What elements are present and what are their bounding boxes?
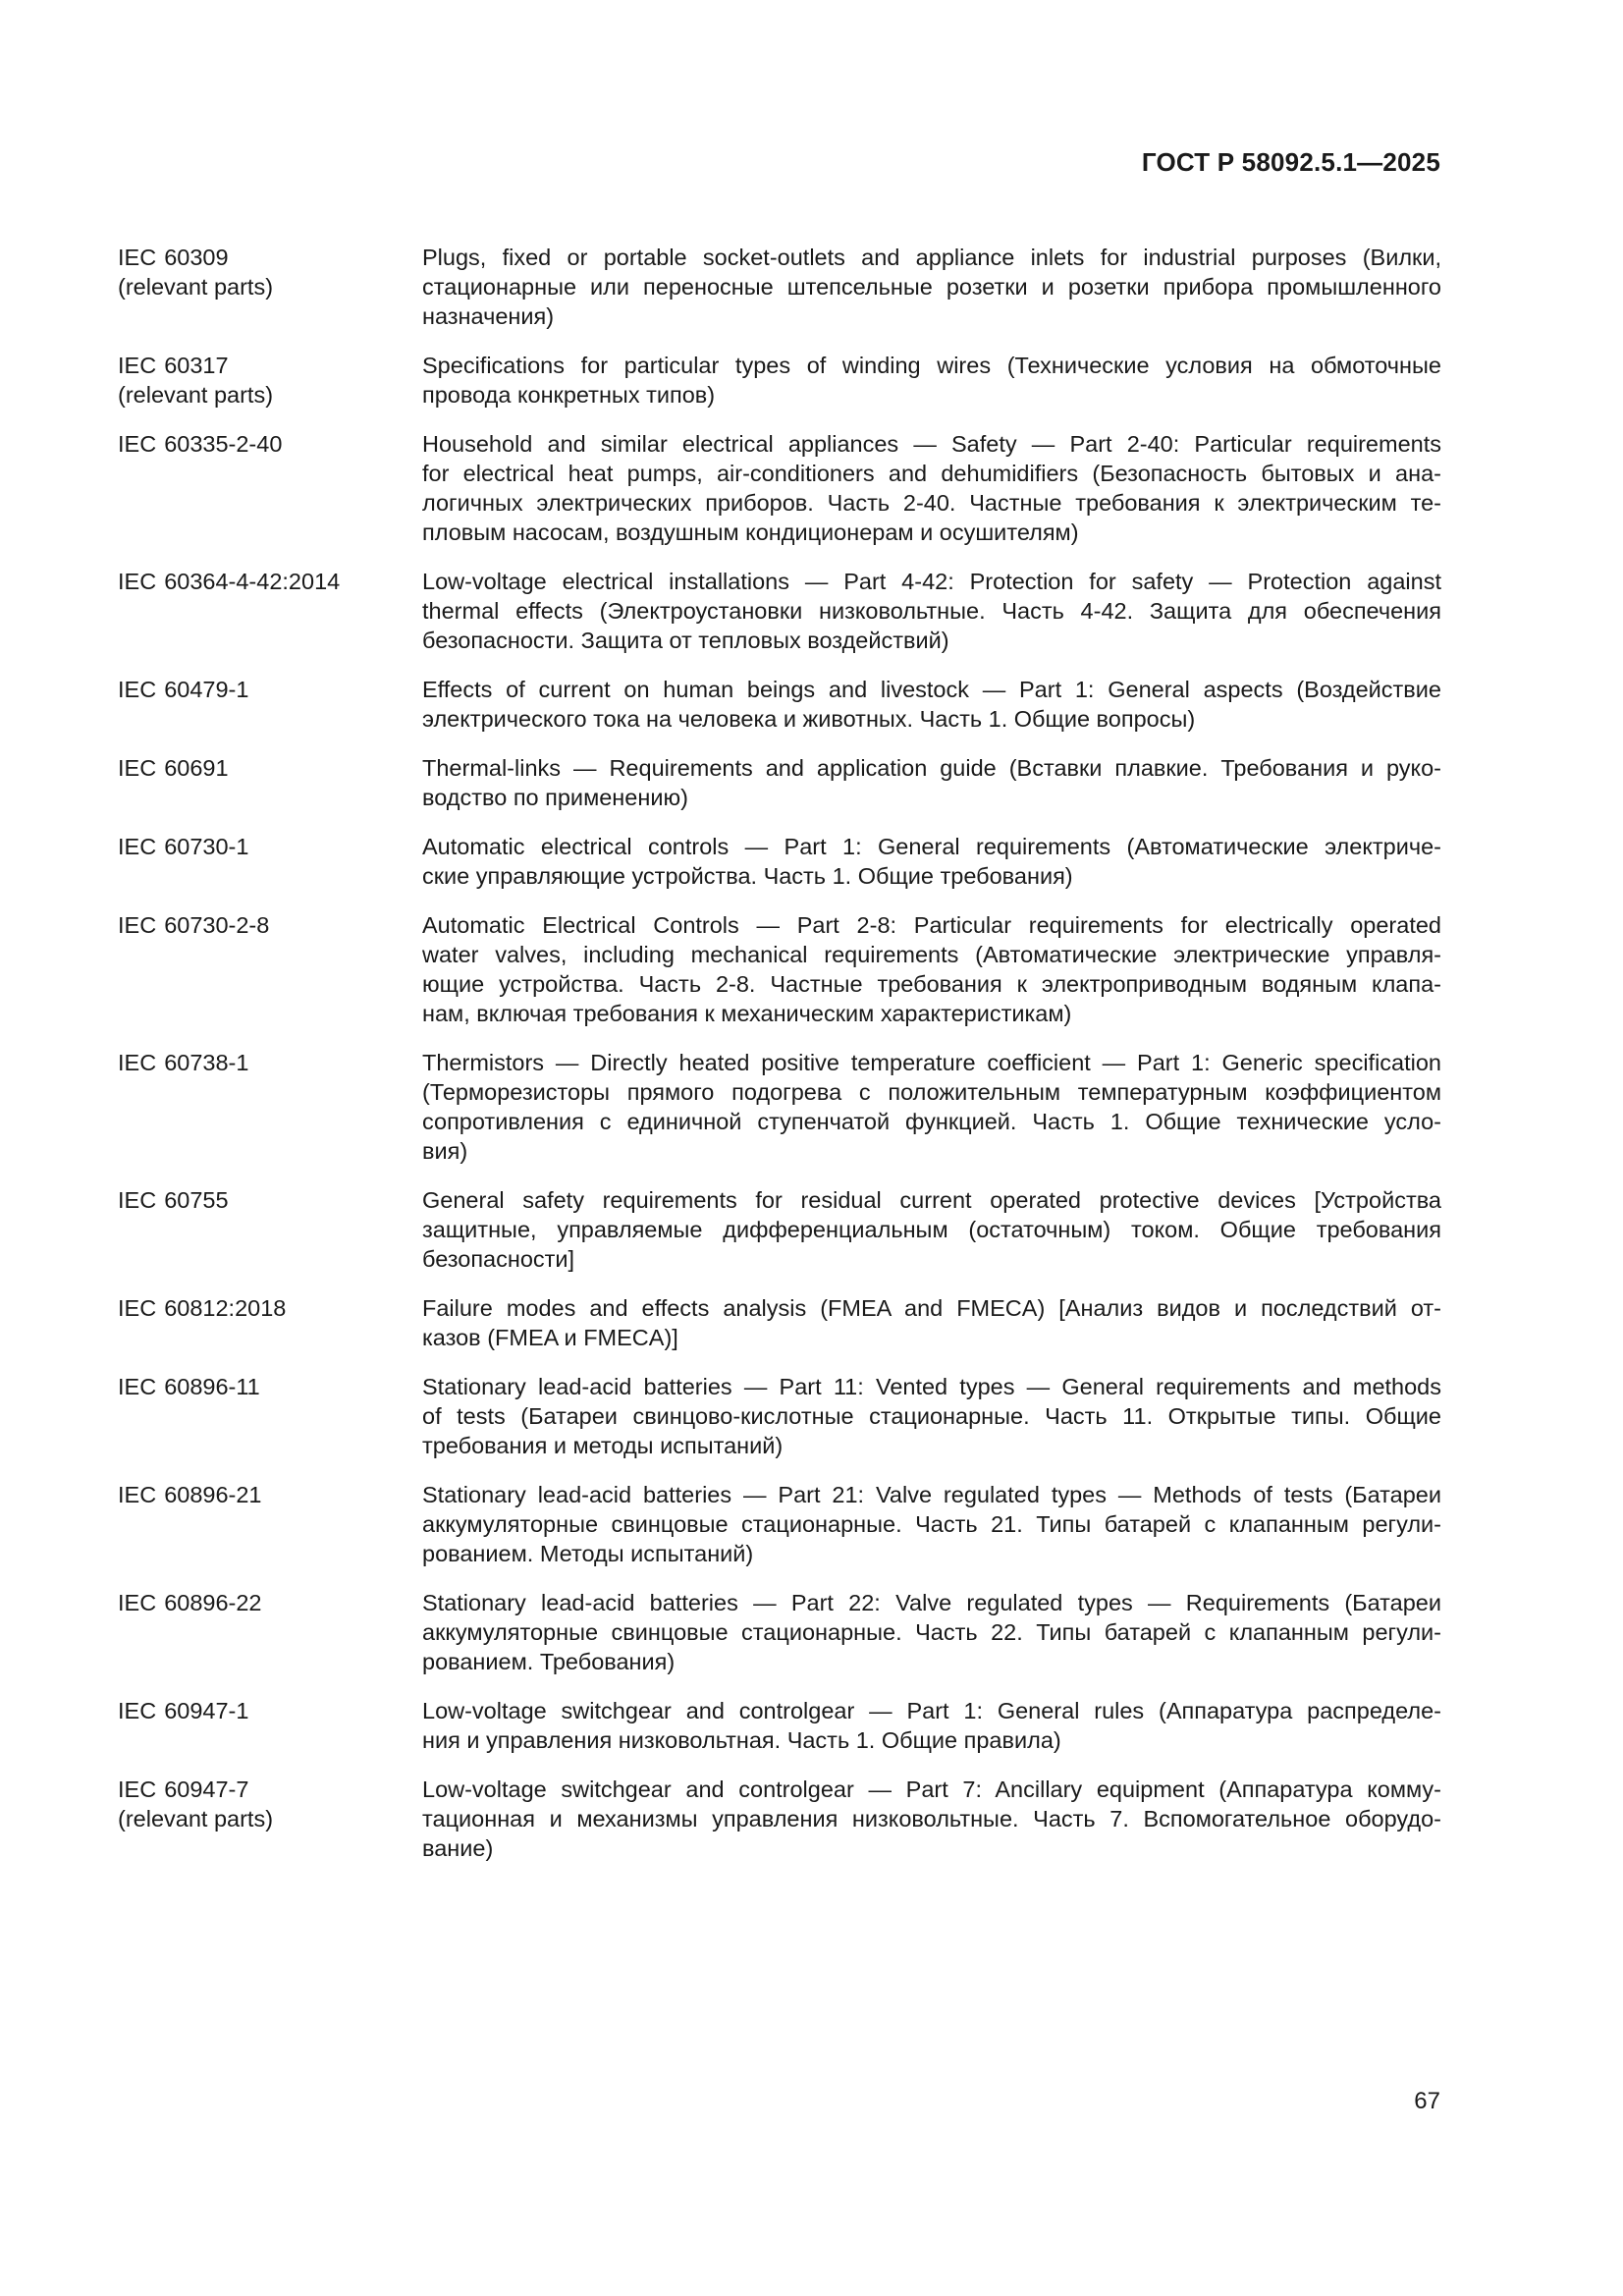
reference-title-line: безопасности. Защита от тепловых воздействий) — [422, 628, 949, 653]
reference-prefix: IEC — [118, 677, 157, 702]
reference-code — [118, 351, 422, 410]
reference-note: (relevant parts) — [118, 382, 274, 408]
reference-entry — [118, 1588, 1441, 1676]
reference-title-line: сопротивления с единичной ступенчатой функцией. Часть 1. Общие технические усло- — [422, 1109, 1441, 1134]
reference-code — [118, 1372, 422, 1460]
reference-title — [422, 351, 1441, 410]
reference-number: 60730-2-8 — [164, 912, 270, 938]
reference-prefix: IEC — [118, 912, 157, 938]
reference-number: 60364-4-42:2014 — [164, 569, 341, 594]
reference-title-line: Low-voltage switchgear and controlgear — Part 1: General rules (Аппаратура распределе- — [422, 1698, 1441, 1723]
reference-prefix: IEC — [118, 245, 157, 270]
reference-entry — [118, 1480, 1441, 1568]
reference-prefix: IEC — [118, 1295, 157, 1321]
reference-number: 60896-22 — [164, 1590, 262, 1615]
reference-title-line: требования и методы испытаний) — [422, 1433, 784, 1458]
reference-code — [118, 1775, 422, 1863]
reference-title-line: General safety requirements for residual current operated protective devices [Устройства — [422, 1187, 1441, 1213]
page-number: 67 — [1414, 2088, 1440, 2114]
reference-designation — [118, 1048, 422, 1077]
reference-title — [422, 1696, 1441, 1755]
reference-number: 60896-11 — [164, 1374, 260, 1399]
reference-title-line: thermal effects (Электроустановки низковольтные. Часть 4-42. Защита для обеспечения — [422, 598, 1441, 624]
reference-title-line: безопасности] — [422, 1246, 575, 1272]
reference-title-line: рованием. Методы испытаний) — [422, 1541, 754, 1566]
reference-designation — [118, 351, 422, 380]
document-id-header: ГОСТ Р 58092.5.1—2025 — [1141, 147, 1440, 177]
reference-prefix: IEC — [118, 431, 157, 457]
reference-title-line: Plugs, fixed or portable socket-outlets and appliance inlets for industrial purposes (Вилки, — [422, 245, 1441, 270]
reference-title-line: казов (FMEA и FMECA)] — [422, 1325, 678, 1350]
reference-number: 60335-2-40 — [164, 431, 283, 457]
reference-entry — [118, 1048, 1441, 1166]
reference-title — [422, 567, 1441, 655]
reference-code — [118, 567, 422, 655]
reference-title-line: аккумуляторные свинцовые стационарные. Часть 22. Типы батарей с клапанным регули- — [422, 1619, 1441, 1645]
reference-entry — [118, 243, 1441, 331]
reference-number: 60479-1 — [164, 677, 249, 702]
reference-title — [422, 1293, 1441, 1352]
reference-designation — [118, 243, 422, 272]
reference-title-line: Stationary lead-acid batteries — Part 22: Valve regulated types — Requirements (Батареи — [422, 1590, 1441, 1615]
reference-prefix: IEC — [118, 755, 157, 781]
reference-title-line: ские управляющие устройства. Часть 1. Общие требования) — [422, 863, 1073, 889]
reference-designation — [118, 753, 422, 783]
reference-entry — [118, 429, 1441, 547]
reference-prefix: IEC — [118, 1187, 157, 1213]
reference-number: 60730-1 — [164, 834, 249, 859]
reference-title-line: Automatic Electrical Controls — Part 2-8: Particular requirements for electrically operated — [422, 912, 1441, 938]
reference-code — [118, 1696, 422, 1755]
reference-title-line: ющие устройства. Часть 2-8. Частные требования к электроприводным водяным клапа- — [422, 971, 1441, 997]
reference-designation — [118, 1588, 422, 1617]
reference-title-line: вия) — [422, 1138, 468, 1164]
reference-code — [118, 910, 422, 1028]
reference-entry — [118, 1293, 1441, 1352]
reference-title — [422, 753, 1441, 812]
reference-designation — [118, 1696, 422, 1725]
reference-title — [422, 675, 1441, 734]
reference-title-line: защитные, управляемые дифференциальным (остаточным) током. Общие требования — [422, 1217, 1441, 1242]
reference-title — [422, 1588, 1441, 1676]
reference-title-line: (Терморезисторы прямого подогрева с положительным температурным коэффициентом — [422, 1079, 1441, 1105]
reference-code — [118, 243, 422, 331]
reference-title-line: вание) — [422, 1835, 494, 1861]
reference-number: 60947-1 — [164, 1698, 249, 1723]
reference-designation — [118, 1185, 422, 1215]
reference-title — [422, 429, 1441, 547]
reference-designation — [118, 1372, 422, 1401]
reference-code — [118, 1588, 422, 1676]
reference-title-line: логичных электрических приборов. Часть 2-40. Частные требования к электрическим те- — [422, 490, 1441, 516]
reference-prefix: IEC — [118, 834, 157, 859]
reference-title-line: Low-voltage switchgear and controlgear — Part 7: Ancillary equipment (Аппаратура комму- — [422, 1777, 1441, 1802]
reference-entry — [118, 1696, 1441, 1755]
reference-title — [422, 1372, 1441, 1460]
reference-title-line: электрического тока на человека и животных. Часть 1. Общие вопросы) — [422, 706, 1196, 732]
reference-code — [118, 429, 422, 547]
reference-title-line: Stationary lead-acid batteries — Part 11: Vented types — General requirements and methods — [422, 1374, 1441, 1399]
reference-note: (relevant parts) — [118, 1806, 274, 1831]
reference-number: 60812:2018 — [164, 1295, 287, 1321]
reference-title-line: нам, включая требования к механическим характеристикам) — [422, 1001, 1072, 1026]
reference-entry — [118, 832, 1441, 891]
reference-title-line: тационная и механизмы управления низковольтные. Часть 7. Вспомогательное оборудо- — [422, 1806, 1441, 1831]
reference-entry — [118, 675, 1441, 734]
reference-designation — [118, 675, 422, 704]
reference-number: 60691 — [164, 755, 229, 781]
reference-number: 60317 — [164, 353, 229, 378]
reference-title-line: провода конкретных типов) — [422, 382, 716, 408]
reference-title-line: стационарные или переносные штепсельные розетки и розетки прибора промышленного — [422, 274, 1441, 300]
reference-designation — [118, 1293, 422, 1323]
reference-prefix: IEC — [118, 569, 157, 594]
reference-title-line: Stationary lead-acid batteries — Part 21: Valve regulated types — Methods of tests (Батареи — [422, 1482, 1441, 1507]
reference-title — [422, 1775, 1441, 1863]
reference-title-line: пловым насосам, воздушным кондиционерам и осушителям) — [422, 519, 1079, 545]
reference-prefix: IEC — [118, 1482, 157, 1507]
reference-prefix: IEC — [118, 353, 157, 378]
reference-title-line: Effects of current on human beings and livestock — Part 1: General aspects (Воздействие — [422, 677, 1441, 702]
reference-designation — [118, 567, 422, 596]
reference-title-line: for electrical heat pumps, air-conditioners and dehumidifiers (Безопасность бытовых и ана- — [422, 461, 1441, 486]
reference-entry — [118, 910, 1441, 1028]
reference-code — [118, 1185, 422, 1274]
reference-title-line: рованием. Требования) — [422, 1649, 676, 1674]
reference-entry — [118, 1775, 1441, 1863]
reference-entry — [118, 567, 1441, 655]
reference-title — [422, 1185, 1441, 1274]
reference-entry — [118, 753, 1441, 812]
reference-title-line: Household and similar electrical appliances — Safety — Part 2-40: Particular requirements — [422, 431, 1441, 457]
reference-number: 60738-1 — [164, 1050, 249, 1075]
reference-title — [422, 910, 1441, 1028]
reference-entry — [118, 1185, 1441, 1274]
reference-prefix: IEC — [118, 1698, 157, 1723]
reference-title-line: Specifications for particular types of winding wires (Технические условия на обмоточные — [422, 353, 1441, 378]
reference-designation — [118, 832, 422, 861]
reference-number: 60896-21 — [164, 1482, 262, 1507]
reference-number: 60309 — [164, 245, 229, 270]
reference-entry — [118, 1372, 1441, 1460]
reference-title — [422, 243, 1441, 331]
reference-designation — [118, 1480, 422, 1509]
reference-title-line: ния и управления низковольтная. Часть 1. Общие правила) — [422, 1727, 1061, 1753]
reference-code — [118, 753, 422, 812]
reference-designation — [118, 1775, 422, 1804]
reference-code — [118, 675, 422, 734]
reference-title — [422, 832, 1441, 891]
reference-code — [118, 1293, 422, 1352]
reference-number: 60755 — [164, 1187, 229, 1213]
reference-prefix: IEC — [118, 1050, 157, 1075]
reference-title-line: водство по применению) — [422, 785, 688, 810]
reference-title-line: Failure modes and effects analysis (FMEA and FMECA) [Анализ видов и последствий от- — [422, 1295, 1441, 1321]
reference-title-line: Low-voltage electrical installations — Part 4-42: Protection for safety — Protection against — [422, 569, 1441, 594]
reference-entry — [118, 351, 1441, 410]
reference-designation — [118, 910, 422, 940]
reference-title-line: назначения) — [422, 303, 555, 329]
reference-title-line: of tests (Батареи свинцово-кислотные стационарные. Часть 11. Открытые типы. Общие — [422, 1403, 1441, 1429]
reference-title-line: Thermistors — Directly heated positive temperature coefficient — Part 1: Generic specification — [422, 1050, 1441, 1075]
reference-prefix: IEC — [118, 1374, 157, 1399]
reference-note: (relevant parts) — [118, 274, 274, 300]
reference-title-line: Automatic electrical controls — Part 1: General requirements (Автоматические электриче- — [422, 834, 1441, 859]
reference-title — [422, 1480, 1441, 1568]
normative-references-list — [118, 243, 1441, 1883]
reference-title-line: Thermal-links — Requirements and application guide (Вставки плавкие. Требования и руко- — [422, 755, 1441, 781]
reference-code — [118, 832, 422, 891]
reference-number: 60947-7 — [164, 1777, 249, 1802]
reference-designation — [118, 429, 422, 459]
reference-title-line: аккумуляторные свинцовые стационарные. Часть 21. Типы батарей с клапанным регули- — [422, 1511, 1441, 1537]
reference-code — [118, 1048, 422, 1166]
reference-prefix: IEC — [118, 1777, 157, 1802]
reference-title — [422, 1048, 1441, 1166]
reference-code — [118, 1480, 422, 1568]
reference-title-line: water valves, including mechanical requirements (Автоматические электрические управля- — [422, 942, 1441, 967]
reference-prefix: IEC — [118, 1590, 157, 1615]
